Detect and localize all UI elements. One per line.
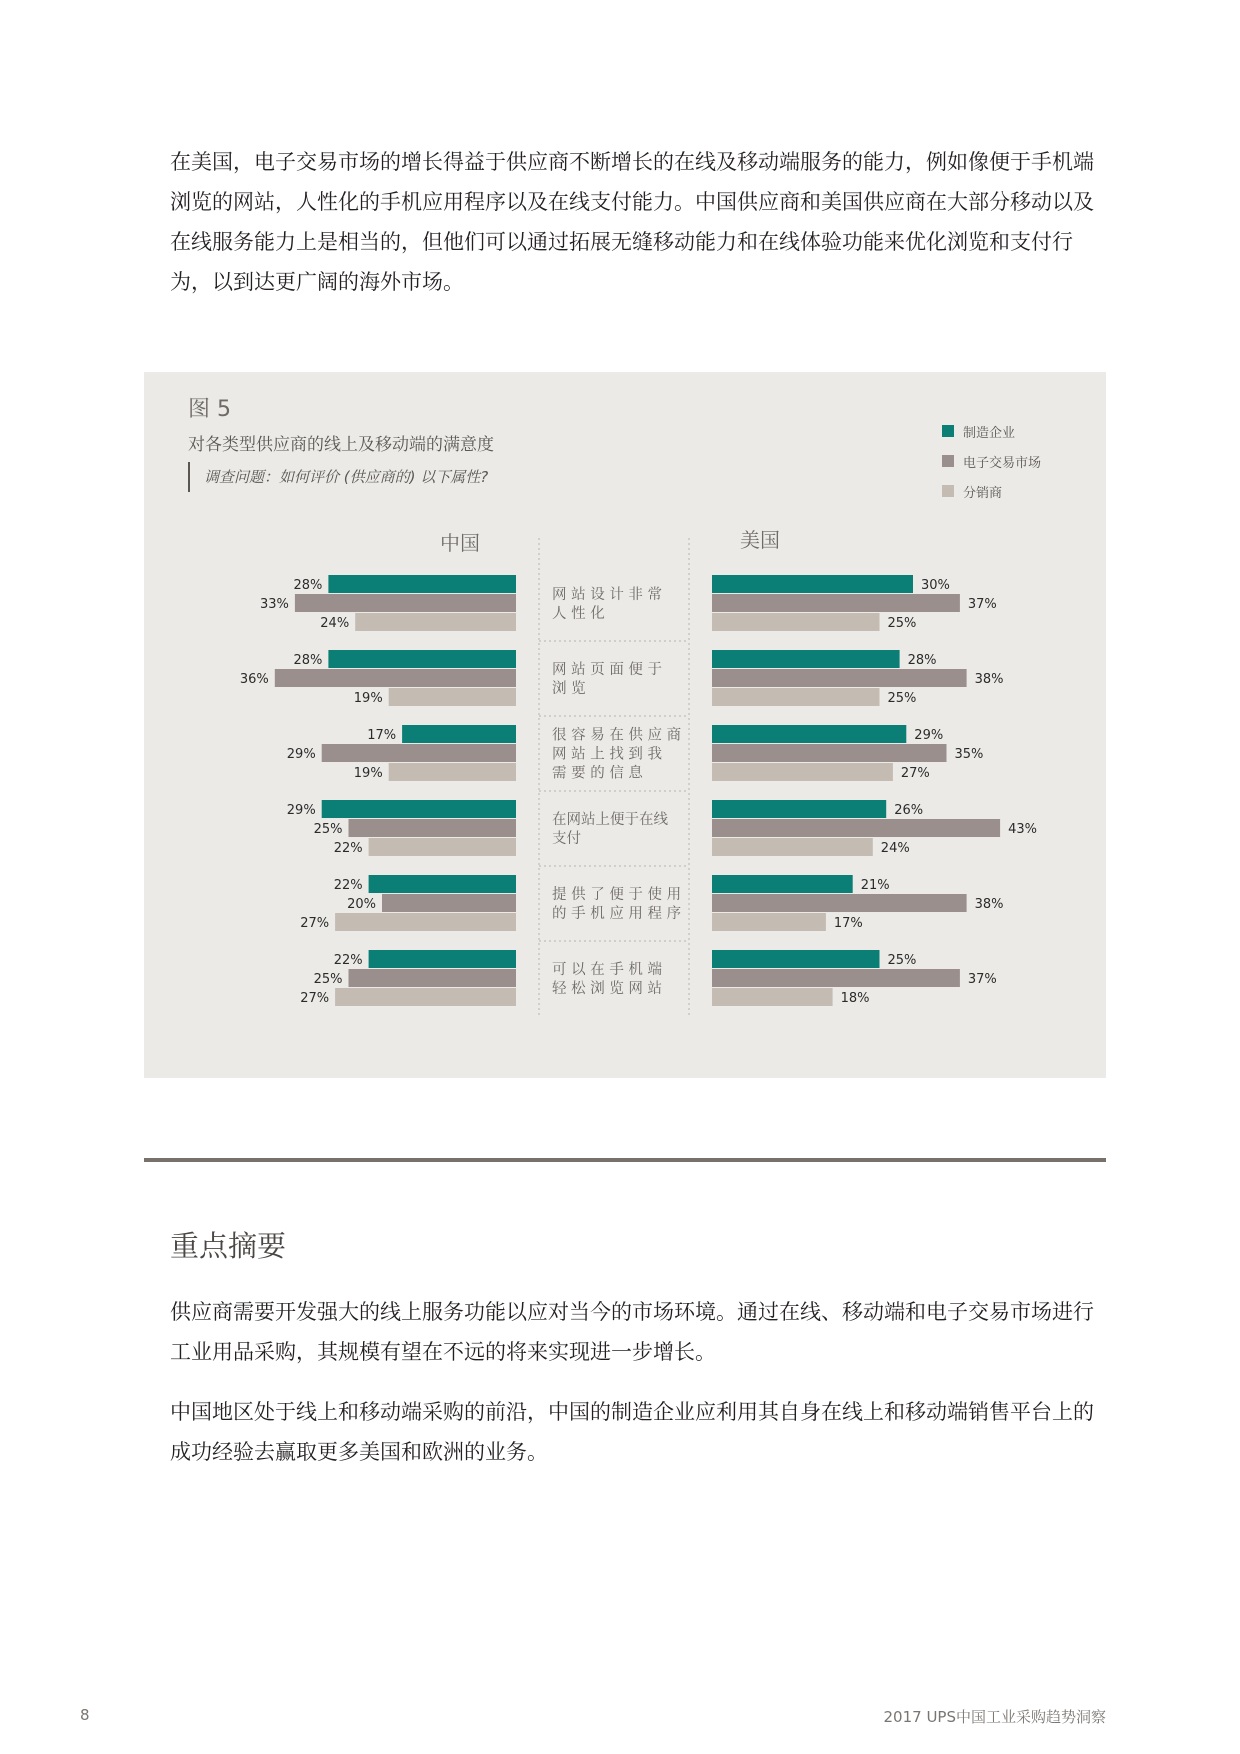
bar-china bbox=[275, 669, 516, 687]
value-label-china: 22% bbox=[333, 953, 363, 968]
category-label: 很 容 易 在 供 应 商 bbox=[552, 727, 682, 744]
bar-usa bbox=[712, 838, 873, 856]
value-label-usa: 28% bbox=[907, 653, 937, 668]
summary-paragraph-2: 中国地区处于线上和移动端采购的前沿，中国的制造企业应利用其自身在线上和移动端销售平台上的成功经验去赢取更多美国和欧洲的业务。 bbox=[170, 1400, 1094, 1464]
value-label-china: 27% bbox=[300, 916, 330, 931]
value-label-china: 24% bbox=[320, 616, 350, 631]
value-label-usa: 30% bbox=[921, 578, 950, 593]
bar-china bbox=[335, 988, 516, 1006]
bar-china bbox=[369, 875, 516, 893]
bar-usa bbox=[712, 969, 960, 987]
value-label-usa: 38% bbox=[974, 897, 1004, 912]
bar-usa bbox=[712, 988, 833, 1006]
bar-china bbox=[355, 613, 516, 631]
value-label-china: 33% bbox=[259, 597, 289, 612]
legend-item-marketplace bbox=[942, 446, 1041, 476]
legend-label: 分销商 bbox=[963, 485, 1003, 501]
bar-china bbox=[328, 575, 516, 593]
bar-china bbox=[389, 688, 516, 706]
value-label-usa: 21% bbox=[860, 878, 890, 893]
category-label: 轻 松 浏 览 网 站 bbox=[552, 981, 663, 997]
bar-china bbox=[295, 594, 516, 612]
value-label-china: 29% bbox=[286, 803, 316, 818]
panel-header-china: 中国 bbox=[440, 531, 480, 555]
bar-usa bbox=[712, 763, 893, 781]
bar-usa bbox=[712, 894, 967, 912]
bar-usa bbox=[712, 650, 900, 668]
value-label-china: 22% bbox=[333, 878, 363, 893]
bar-usa bbox=[712, 913, 826, 931]
bar-china bbox=[322, 744, 516, 762]
bar-usa bbox=[712, 669, 967, 687]
legend-item-distributor bbox=[942, 476, 1041, 506]
value-label-usa: 37% bbox=[967, 972, 997, 987]
value-label-usa: 43% bbox=[1008, 822, 1038, 837]
figure-title: 对各类型供应商的线上及移动端的满意度 bbox=[188, 435, 494, 455]
category-label: 网 站 页 面 便 于 bbox=[552, 662, 663, 678]
legend-label: 制造企业 bbox=[963, 425, 1016, 441]
category-label: 可 以 在 手 机 端 bbox=[552, 962, 663, 978]
category-label: 网 站 上 找 到 我 bbox=[552, 746, 663, 763]
value-label-china: 25% bbox=[313, 822, 343, 837]
bar-china bbox=[369, 838, 516, 856]
bar-usa bbox=[712, 613, 880, 631]
figure-number: 图 5 bbox=[188, 397, 231, 422]
section-divider bbox=[144, 1158, 1106, 1162]
value-label-usa: 27% bbox=[900, 766, 930, 781]
category-label: 的 手 机 应 用 程 序 bbox=[552, 906, 682, 922]
legend-swatch bbox=[942, 425, 954, 437]
bar-china bbox=[389, 763, 516, 781]
value-label-usa: 25% bbox=[887, 691, 917, 706]
value-label-china: 25% bbox=[313, 972, 343, 987]
bar-china bbox=[335, 913, 516, 931]
bar-china bbox=[382, 894, 516, 912]
legend-swatch bbox=[942, 455, 954, 467]
chart-legend bbox=[942, 416, 1041, 506]
value-label-china: 36% bbox=[239, 672, 269, 687]
bar-china bbox=[402, 725, 516, 743]
category-label: 浏 览 bbox=[552, 681, 586, 697]
category-label: 提 供 了 便 于 使 用 bbox=[552, 887, 682, 903]
value-label-china: 20% bbox=[347, 897, 376, 912]
value-label-china: 19% bbox=[353, 691, 383, 706]
bar-usa bbox=[712, 875, 853, 893]
document-title: 2017 UPS中国工业采购趋势洞察 bbox=[883, 1708, 1106, 1726]
bar-china bbox=[349, 969, 517, 987]
legend-label: 电子交易市场 bbox=[963, 455, 1042, 471]
summary-paragraph-1: 供应商需要开发强大的线上服务功能以应对当今的市场环境。通过在线、移动端和电子交易市场进行工业用品采购，其规模有望在不远的将来实现进一步增长。 bbox=[170, 1300, 1094, 1364]
panel-header-usa: 美国 bbox=[740, 528, 780, 552]
value-label-usa: 29% bbox=[914, 728, 944, 743]
bar-chart bbox=[144, 520, 1106, 1030]
value-label-china: 22% bbox=[333, 841, 363, 856]
legend-item-manufacturer bbox=[942, 416, 1041, 446]
bar-china bbox=[328, 650, 516, 668]
value-label-usa: 37% bbox=[967, 597, 997, 612]
value-label-china: 27% bbox=[300, 991, 330, 1006]
bar-usa bbox=[712, 800, 886, 818]
category-label: 人 性 化 bbox=[552, 606, 605, 622]
value-label-usa: 25% bbox=[887, 953, 917, 968]
bar-china bbox=[322, 800, 516, 818]
bar-usa bbox=[712, 594, 960, 612]
category-label: 需 要 的 信 息 bbox=[552, 765, 643, 782]
value-label-china: 28% bbox=[293, 578, 323, 593]
value-label-usa: 38% bbox=[974, 672, 1004, 687]
intro-paragraph: 在美国，电子交易市场的增长得益于供应商不断增长的在线及移动端服务的能力，例如像便于手机端浏览的网站，人性化的手机应用程序以及在线支付能力。中国供应商和美国供应商在大部分移动以及在线服务能力上是相当的，但他们可以通过拓展无缝移动能力和在线体验功能来优化浏览和支付行为，以到达更广阔的海外市场。 bbox=[170, 150, 1094, 294]
value-label-china: 28% bbox=[293, 653, 323, 668]
category-label: 支付 bbox=[552, 831, 581, 847]
value-label-usa: 17% bbox=[833, 916, 863, 931]
category-label: 网 站 设 计 非 常 bbox=[552, 587, 663, 603]
value-label-usa: 18% bbox=[840, 991, 870, 1006]
bar-usa bbox=[712, 819, 1000, 837]
bar-usa bbox=[712, 725, 906, 743]
bar-usa bbox=[712, 950, 880, 968]
bar-usa bbox=[712, 744, 947, 762]
value-label-usa: 24% bbox=[880, 841, 910, 856]
value-label-usa: 35% bbox=[954, 747, 984, 762]
legend-swatch bbox=[942, 485, 954, 497]
value-label-usa: 26% bbox=[894, 803, 924, 818]
page-number: 8 bbox=[80, 1706, 90, 1724]
bar-china bbox=[369, 950, 516, 968]
bar-china bbox=[349, 819, 517, 837]
summary-heading: 重点摘要 bbox=[170, 1229, 287, 1263]
value-label-usa: 25% bbox=[887, 616, 917, 631]
bar-usa bbox=[712, 575, 913, 593]
bar-usa bbox=[712, 688, 880, 706]
value-label-china: 29% bbox=[286, 747, 316, 762]
category-label: 在网站上便于在线 bbox=[552, 812, 668, 828]
value-label-china: 17% bbox=[367, 728, 397, 743]
value-label-china: 19% bbox=[353, 766, 383, 781]
survey-question: 调查问题：如何评价 (供应商的) 以下属性? bbox=[188, 462, 488, 492]
